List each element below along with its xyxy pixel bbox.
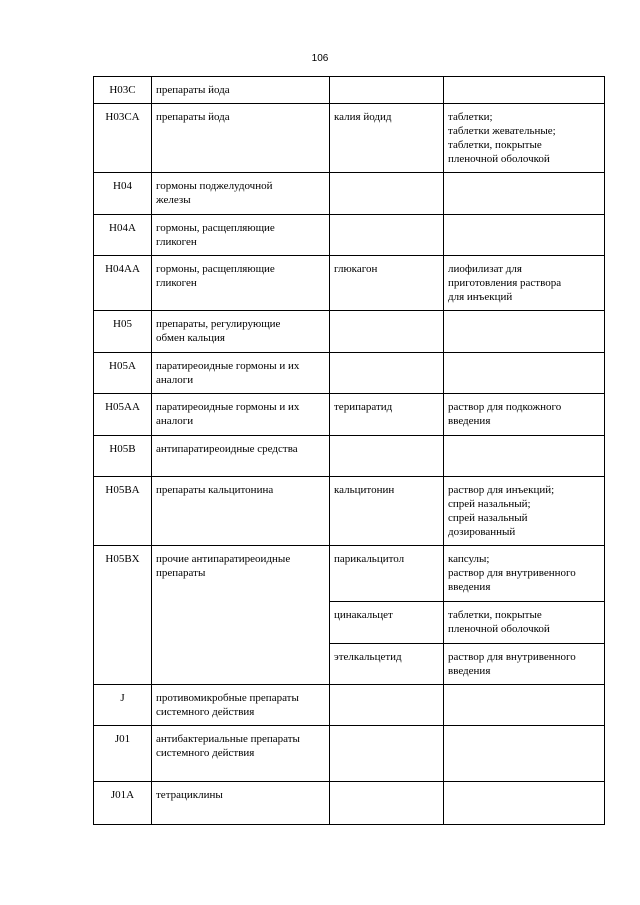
substance-cell bbox=[330, 173, 444, 215]
substance-cell bbox=[330, 726, 444, 782]
atc-code-cell: J01A bbox=[94, 782, 152, 825]
group-name-cell: антибактериальные препараты системного действия bbox=[152, 726, 330, 782]
table-row bbox=[94, 782, 605, 825]
group-name-cell: паратиреоидные гормоны и их аналоги bbox=[152, 353, 330, 394]
atc-code-cell: J01 bbox=[94, 726, 152, 782]
dosage-form-cell: лиофилизат для приготовления раствора для инъекций bbox=[444, 256, 605, 311]
group-name-cell: противомикробные препараты системного действия bbox=[152, 685, 330, 726]
page-number: 106 bbox=[311, 53, 329, 64]
dosage-form-cell bbox=[444, 77, 605, 104]
substance-cell: цинакальцет bbox=[330, 602, 444, 644]
table-row bbox=[94, 353, 605, 394]
table-row bbox=[94, 104, 605, 173]
dosage-form-cell bbox=[444, 311, 605, 353]
group-name-cell: препараты йода bbox=[152, 77, 330, 104]
group-name-cell: препараты кальцитонина bbox=[152, 477, 330, 546]
dosage-form-cell bbox=[444, 353, 605, 394]
atc-code-cell: H04AA bbox=[94, 256, 152, 311]
atc-code-cell: J bbox=[94, 685, 152, 726]
table-row bbox=[94, 726, 605, 782]
atc-code-cell: H04 bbox=[94, 173, 152, 215]
atc-code-cell: H04A bbox=[94, 215, 152, 256]
dosage-form-cell bbox=[444, 782, 605, 825]
table-row bbox=[94, 394, 605, 436]
atc-code-cell: H05BA bbox=[94, 477, 152, 546]
group-name-cell: препараты, регулирующие обмен кальция bbox=[152, 311, 330, 353]
dosage-form-cell bbox=[444, 215, 605, 256]
atc-code-cell: H05A bbox=[94, 353, 152, 394]
dosage-form-cell bbox=[444, 685, 605, 726]
dosage-form-cell: таблетки; таблетки жевательные; таблетки, покрытые пленочной оболочкой bbox=[444, 104, 605, 173]
atc-code-cell: H05BX bbox=[94, 546, 152, 685]
table-row bbox=[94, 215, 605, 256]
substance-cell: терипаратид bbox=[330, 394, 444, 436]
group-name-cell: тетрациклины bbox=[152, 782, 330, 825]
atc-table bbox=[93, 76, 605, 825]
substance-cell bbox=[330, 353, 444, 394]
substance-cell bbox=[330, 215, 444, 256]
substance-cell bbox=[330, 77, 444, 104]
group-name-cell: прочие антипаратиреоидные препараты bbox=[152, 546, 330, 685]
substance-cell: парикальцитол bbox=[330, 546, 444, 602]
dosage-form-cell: таблетки, покрытые пленочной оболочкой bbox=[444, 602, 605, 644]
atc-code-cell: H05AA bbox=[94, 394, 152, 436]
dosage-form-cell bbox=[444, 436, 605, 477]
group-name-cell: гормоны поджелудочной железы bbox=[152, 173, 330, 215]
atc-code-cell: H05 bbox=[94, 311, 152, 353]
substance-cell bbox=[330, 436, 444, 477]
table-row bbox=[94, 77, 605, 104]
atc-code-cell: H03CA bbox=[94, 104, 152, 173]
dosage-form-cell: раствор для подкожного введения bbox=[444, 394, 605, 436]
group-name-cell: препараты йода bbox=[152, 104, 330, 173]
dosage-form-cell: капсулы; раствор для внутривенного введения bbox=[444, 546, 605, 602]
substance-cell bbox=[330, 685, 444, 726]
group-name-cell: гормоны, расщепляющие гликоген bbox=[152, 256, 330, 311]
dosage-form-cell: раствор для внутривенного введения bbox=[444, 644, 605, 685]
substance-cell: этелкальцетид bbox=[330, 644, 444, 685]
substance-cell: калия йодид bbox=[330, 104, 444, 173]
table-row bbox=[94, 436, 605, 477]
substance-cell: кальцитонин bbox=[330, 477, 444, 546]
group-name-cell: антипаратиреоидные средства bbox=[152, 436, 330, 477]
atc-code-cell: H05B bbox=[94, 436, 152, 477]
table-row bbox=[94, 477, 605, 546]
table-row bbox=[94, 256, 605, 311]
dosage-form-cell: раствор для инъекций; спрей назальный; спрей назальный дозированный bbox=[444, 477, 605, 546]
table-row bbox=[94, 546, 605, 602]
table-row bbox=[94, 311, 605, 353]
table-row bbox=[94, 685, 605, 726]
substance-cell bbox=[330, 782, 444, 825]
substance-cell bbox=[330, 311, 444, 353]
substance-cell: глюкагон bbox=[330, 256, 444, 311]
group-name-cell: паратиреоидные гормоны и их аналоги bbox=[152, 394, 330, 436]
group-name-cell: гормоны, расщепляющие гликоген bbox=[152, 215, 330, 256]
dosage-form-cell bbox=[444, 173, 605, 215]
table-row bbox=[94, 173, 605, 215]
atc-code-cell: H03C bbox=[94, 77, 152, 104]
dosage-form-cell bbox=[444, 726, 605, 782]
